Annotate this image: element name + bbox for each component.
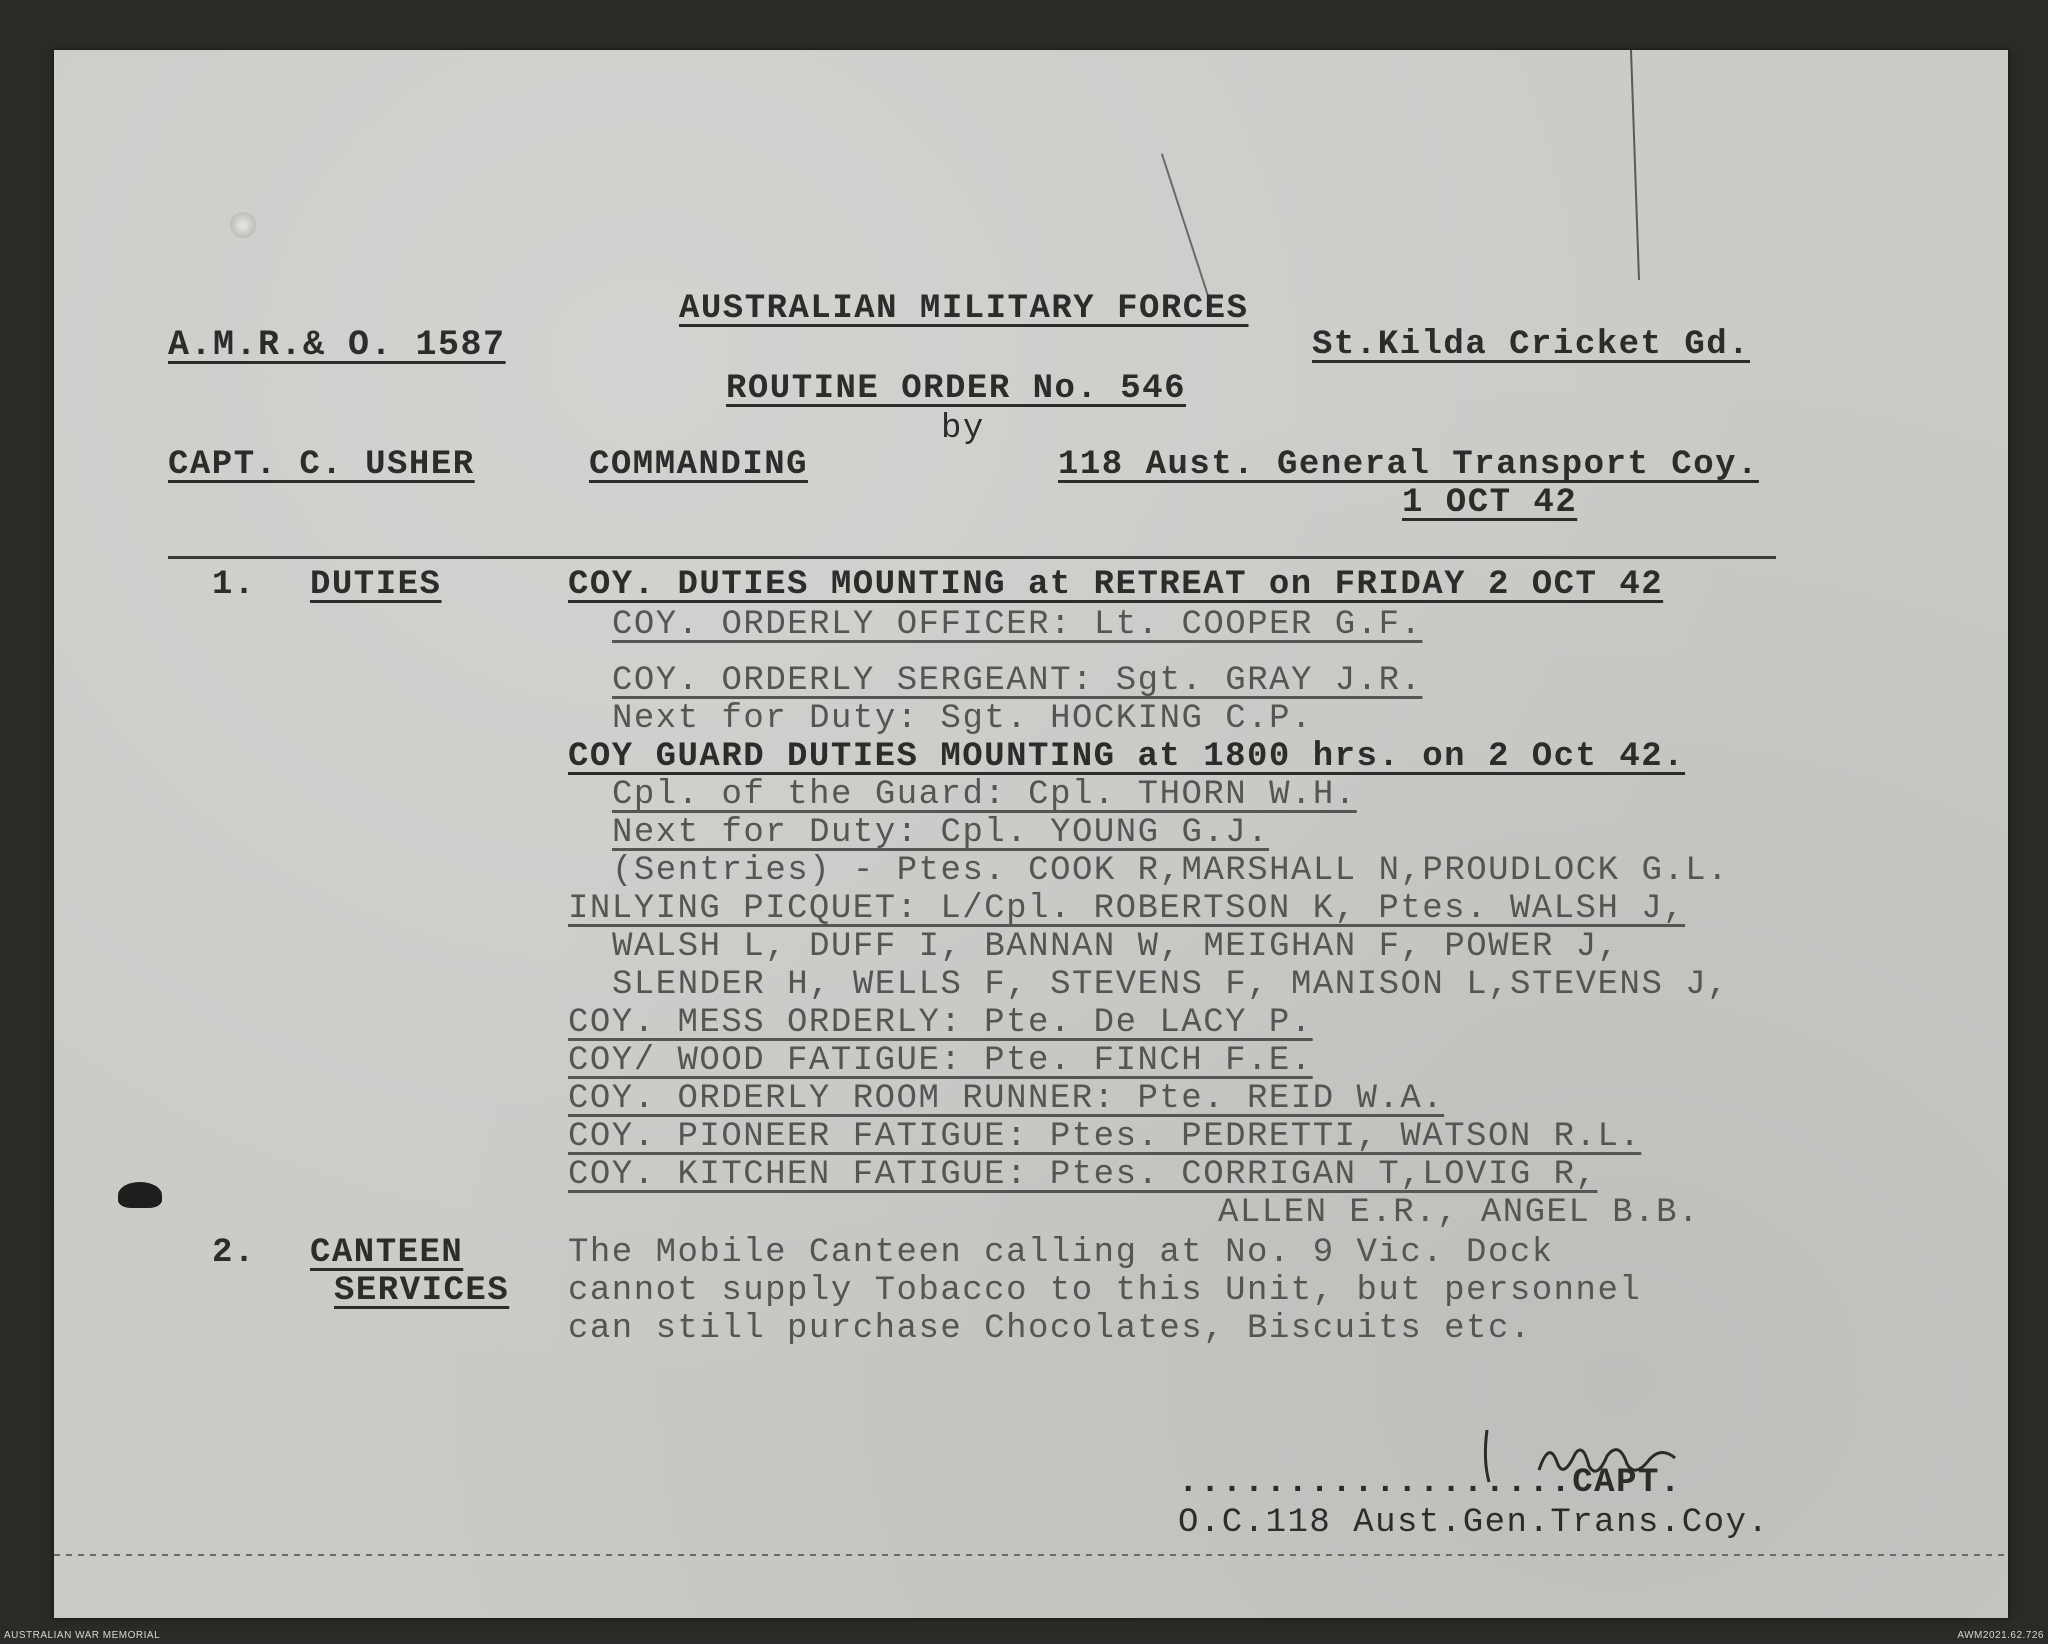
duty-line: COY. ORDERLY OFFICER: Lt. COOPER G.F. (612, 606, 1423, 644)
canteen-line: can still purchase Chocolates, Biscuits etc. (568, 1310, 1532, 1348)
signatory-title: O.C.118 Aust.Gen.Trans.Coy. (1178, 1504, 1770, 1542)
by-label: by (941, 410, 985, 448)
duty-line: COY. DUTIES MOUNTING at RETREAT on FRIDAY 2 OCT 42 (568, 566, 1664, 604)
duty-line: ALLEN E.R., ANGEL B.B. (1218, 1194, 1700, 1232)
location: St.Kilda Cricket Gd. (1312, 326, 1751, 364)
duty-line: COY. ORDERLY ROOM RUNNER: Pte. REID W.A. (568, 1080, 1445, 1118)
duty-line: COY/ WOOD FATIGUE: Pte. FINCH F.E. (568, 1042, 1313, 1080)
footer-credit: AUSTRALIAN WAR MEMORIAL (4, 1630, 161, 1641)
reference-number: A.M.R.& O. 1587 (168, 325, 506, 365)
routine-order-number: ROUTINE ORDER No. 546 (726, 370, 1186, 408)
commanding-label: COMMANDING (589, 446, 809, 484)
duty-line: COY. KITCHEN FATIGUE: Ptes. CORRIGAN T,LOVIG R, (568, 1156, 1598, 1194)
punch-hole-top (230, 212, 256, 238)
section-2-title-line-1: CANTEEN (310, 1234, 464, 1272)
duty-line: COY. PIONEER FATIGUE: Ptes. PEDRETTI, WATSON R.L. (568, 1118, 1642, 1156)
section-2-title-line-2: SERVICES (334, 1272, 510, 1310)
duty-line: (Sentries) - Ptes. COOK R,MARSHALL N,PROUDLOCK G.L. (612, 852, 1730, 890)
duty-line: Cpl. of the Guard: Cpl. THORN W.H. (612, 776, 1357, 814)
duty-line: COY GUARD DUTIES MOUNTING at 1800 hrs. on 2 Oct 42. (568, 738, 1686, 776)
unit-name: 118 Aust. General Transport Coy. (1058, 446, 1759, 484)
duty-line: INLYING PICQUET: L/Cpl. ROBERTSON K, Ptes. WALSH J, (568, 890, 1686, 928)
document-sheet (54, 50, 2008, 1618)
canteen-line: The Mobile Canteen calling at No. 9 Vic. Dock (568, 1234, 1554, 1272)
footer-catalogue-number: AWM2021.62.726 (1957, 1630, 2044, 1641)
duty-line: Next for Duty: Sgt. HOCKING C.P. (612, 700, 1313, 738)
signature-line: ..................CAPT. (1178, 1464, 1682, 1502)
section-1-number: 1. (212, 566, 256, 604)
section-1-title: DUTIES (310, 566, 442, 604)
section-2-number: 2. (212, 1234, 256, 1272)
forces-heading: AUSTRALIAN MILITARY FORCES (679, 290, 1249, 328)
canteen-line: cannot supply Tobacco to this Unit, but personnel (568, 1272, 1642, 1310)
officer-name: CAPT. C. USHER (168, 446, 475, 484)
duty-line: Next for Duty: Cpl. YOUNG G.J. (612, 814, 1270, 852)
perforation-line (54, 1554, 2008, 1556)
paper-crease (1630, 50, 1640, 280)
duty-line: WALSH L, DUFF I, BANNAN W, MEIGHAN F, POWER J, (612, 928, 1620, 966)
header-divider (168, 556, 1776, 559)
punch-hole-bottom (118, 1182, 162, 1208)
paper-crease-2 (1161, 153, 1209, 296)
duty-line: COY. ORDERLY SERGEANT: Sgt. GRAY J.R. (612, 662, 1423, 700)
duty-line: SLENDER H, WELLS F, STEVENS F, MANISON L,STEVENS J, (612, 966, 1730, 1004)
duty-line: COY. MESS ORDERLY: Pte. De LACY P. (568, 1004, 1313, 1042)
order-date: 1 OCT 42 (1402, 484, 1578, 522)
